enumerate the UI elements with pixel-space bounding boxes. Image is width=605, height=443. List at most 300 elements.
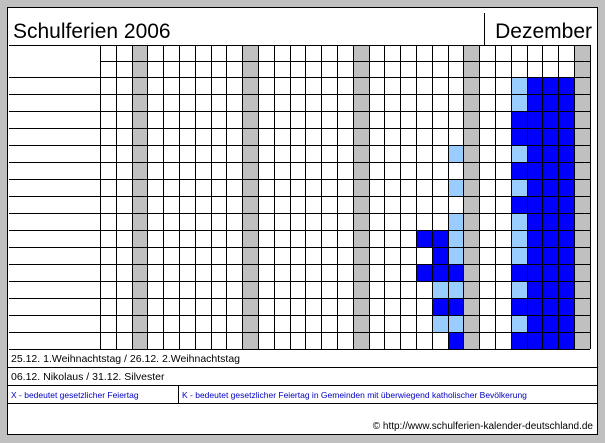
day-cell: [242, 332, 258, 349]
day-cell: [558, 213, 574, 230]
day-cell: [132, 111, 148, 128]
day-cell: [448, 179, 464, 196]
day-cell: [416, 247, 432, 264]
holiday-mark: [495, 94, 511, 111]
day-cell: [574, 111, 590, 128]
day-cell: [337, 298, 353, 315]
day-cell: [179, 128, 195, 145]
day-cell: [511, 179, 527, 196]
weekday-label: [448, 45, 464, 61]
day-cell: [163, 145, 179, 162]
holiday-mark: [479, 196, 495, 213]
day-cell: [400, 213, 416, 230]
day-cell: [290, 111, 306, 128]
day-number: [511, 61, 527, 77]
weekday-label: [511, 45, 527, 61]
day-cell: [290, 213, 306, 230]
day-cell: [321, 230, 337, 247]
weekday-label: [384, 45, 400, 61]
day-cell: [242, 196, 258, 213]
day-cell: [211, 332, 227, 349]
day-cell: [384, 332, 400, 349]
day-cell: [511, 332, 527, 349]
day-number: [163, 61, 179, 77]
day-cell: [448, 128, 464, 145]
day-cell: [353, 145, 369, 162]
footer-line: [8, 367, 597, 368]
day-cell: [147, 145, 163, 162]
day-cell: [432, 247, 448, 264]
day-cell: [147, 213, 163, 230]
state-name: [9, 179, 100, 196]
day-cell: [527, 145, 543, 162]
day-cell: [290, 196, 306, 213]
day-cell: [527, 128, 543, 145]
day-cell: [242, 111, 258, 128]
day-number: [258, 61, 274, 77]
day-cell: [179, 196, 195, 213]
day-cell: [100, 247, 116, 264]
day-cell: [416, 145, 432, 162]
grid-line: [590, 45, 591, 349]
grid-line: [9, 77, 590, 78]
day-cell: [321, 111, 337, 128]
day-cell: [147, 111, 163, 128]
day-cell: [400, 162, 416, 179]
day-cell: [384, 111, 400, 128]
day-cell: [242, 230, 258, 247]
holiday-mark: [479, 298, 495, 315]
state-name: [9, 264, 100, 281]
holiday-mark: [479, 145, 495, 162]
day-cell: [100, 162, 116, 179]
day-cell: [463, 196, 479, 213]
day-cell: [384, 264, 400, 281]
day-cell: [100, 196, 116, 213]
grid-line: [9, 179, 590, 180]
day-cell: [369, 77, 385, 94]
day-cell: [448, 145, 464, 162]
page-title: Schulferien 2006: [13, 20, 171, 43]
day-cell: [321, 264, 337, 281]
grid-line: [558, 45, 559, 349]
day-cell: [574, 281, 590, 298]
day-cell: [448, 230, 464, 247]
day-cell: [274, 264, 290, 281]
holiday-mark: [495, 298, 511, 315]
day-cell: [511, 281, 527, 298]
day-cell: [163, 298, 179, 315]
day-cell: [416, 281, 432, 298]
day-cell: [542, 179, 558, 196]
day-cell: [353, 128, 369, 145]
day-cell: [163, 264, 179, 281]
day-cell: [163, 230, 179, 247]
state-name: [9, 298, 100, 315]
day-cell: [290, 332, 306, 349]
weekday-label: [147, 45, 163, 61]
grid-line: [163, 45, 164, 349]
weekday-label: [400, 45, 416, 61]
state-name: [9, 315, 100, 332]
day-cell: [542, 230, 558, 247]
day-cell: [384, 281, 400, 298]
day-cell: [321, 332, 337, 349]
state-name: [9, 94, 100, 111]
day-cell: [211, 162, 227, 179]
day-cell: [369, 332, 385, 349]
day-cell: [384, 298, 400, 315]
day-cell: [574, 213, 590, 230]
day-cell: [542, 77, 558, 94]
day-cell: [132, 128, 148, 145]
day-cell: [558, 230, 574, 247]
day-cell: [147, 94, 163, 111]
day-cell: [463, 145, 479, 162]
day-cell: [179, 247, 195, 264]
day-cell: [432, 128, 448, 145]
day-cell: [163, 213, 179, 230]
day-cell: [116, 162, 132, 179]
day-cell: [369, 128, 385, 145]
day-cell: [116, 145, 132, 162]
day-cell: [337, 230, 353, 247]
day-cell: [542, 247, 558, 264]
day-cell: [226, 77, 242, 94]
day-cell: [226, 230, 242, 247]
day-cell: [542, 94, 558, 111]
day-cell: [574, 298, 590, 315]
day-cell: [179, 264, 195, 281]
day-cell: [416, 196, 432, 213]
day-cell: [353, 111, 369, 128]
day-cell: [274, 179, 290, 196]
day-cell: [147, 315, 163, 332]
weekday-label: [495, 45, 511, 61]
day-number: [100, 61, 116, 77]
day-cell: [195, 264, 211, 281]
day-cell: [448, 162, 464, 179]
day-number: [542, 61, 558, 77]
day-cell: [574, 128, 590, 145]
day-cell: [290, 145, 306, 162]
day-cell: [274, 315, 290, 332]
day-number: [527, 61, 543, 77]
day-cell: [463, 213, 479, 230]
day-cell: [258, 179, 274, 196]
day-cell: [542, 128, 558, 145]
day-cell: [527, 264, 543, 281]
holiday-mark: [495, 230, 511, 247]
day-cell: [369, 162, 385, 179]
day-cell: [211, 145, 227, 162]
day-number: [353, 61, 369, 77]
day-cell: [132, 230, 148, 247]
day-number: [384, 61, 400, 77]
day-cell: [353, 179, 369, 196]
day-cell: [574, 332, 590, 349]
day-cell: [305, 230, 321, 247]
day-cell: [400, 128, 416, 145]
day-cell: [147, 162, 163, 179]
day-cell: [527, 281, 543, 298]
day-cell: [448, 298, 464, 315]
day-cell: [195, 315, 211, 332]
day-cell: [384, 230, 400, 247]
day-cell: [448, 77, 464, 94]
day-cell: [116, 264, 132, 281]
day-cell: [511, 94, 527, 111]
day-cell: [400, 77, 416, 94]
day-cell: [116, 315, 132, 332]
day-cell: [305, 196, 321, 213]
day-cell: [274, 94, 290, 111]
day-cell: [195, 332, 211, 349]
day-cell: [305, 179, 321, 196]
day-cell: [147, 77, 163, 94]
day-cell: [258, 77, 274, 94]
day-cell: [463, 332, 479, 349]
grid-line: [179, 45, 180, 349]
footer-holidays: 25.12. 1.Weihnachtstag / 26.12. 2.Weihnachtstag: [11, 353, 241, 365]
copyright-link[interactable]: © http://www.schulferien-kalender-deutschland.de: [372, 421, 593, 432]
day-cell: [195, 247, 211, 264]
day-cell: [448, 332, 464, 349]
day-cell: [416, 128, 432, 145]
day-cell: [337, 315, 353, 332]
bundesland-header: [9, 61, 100, 77]
day-cell: [132, 332, 148, 349]
day-cell: [448, 213, 464, 230]
day-cell: [132, 213, 148, 230]
day-cell: [163, 281, 179, 298]
day-cell: [432, 77, 448, 94]
day-cell: [337, 281, 353, 298]
day-cell: [432, 196, 448, 213]
grid-line: [195, 45, 196, 349]
day-number: [195, 61, 211, 77]
day-cell: [226, 145, 242, 162]
day-cell: [100, 230, 116, 247]
day-cell: [337, 128, 353, 145]
day-cell: [416, 298, 432, 315]
day-cell: [321, 94, 337, 111]
day-cell: [305, 315, 321, 332]
day-cell: [321, 281, 337, 298]
day-cell: [400, 111, 416, 128]
day-cell: [384, 94, 400, 111]
day-cell: [432, 179, 448, 196]
day-cell: [305, 247, 321, 264]
day-cell: [100, 179, 116, 196]
day-cell: [100, 94, 116, 111]
day-cell: [211, 315, 227, 332]
day-cell: [448, 281, 464, 298]
day-cell: [179, 281, 195, 298]
day-cell: [211, 196, 227, 213]
weekday-label: [242, 45, 258, 61]
holiday-mark: [479, 315, 495, 332]
weekday-label: [132, 45, 148, 61]
day-cell: [337, 162, 353, 179]
day-cell: [558, 111, 574, 128]
day-cell: [242, 77, 258, 94]
day-cell: [448, 315, 464, 332]
day-cell: [305, 281, 321, 298]
day-cell: [337, 94, 353, 111]
day-cell: [195, 162, 211, 179]
day-cell: [179, 230, 195, 247]
day-cell: [400, 332, 416, 349]
day-cell: [226, 332, 242, 349]
day-cell: [369, 213, 385, 230]
day-number: [432, 61, 448, 77]
day-cell: [400, 179, 416, 196]
day-cell: [163, 315, 179, 332]
day-cell: [116, 247, 132, 264]
day-cell: [274, 298, 290, 315]
holiday-mark: [495, 111, 511, 128]
day-cell: [132, 298, 148, 315]
grid-line: [100, 45, 101, 349]
day-cell: [226, 247, 242, 264]
day-cell: [527, 230, 543, 247]
weekday-label: [479, 45, 495, 61]
day-cell: [290, 264, 306, 281]
day-cell: [463, 315, 479, 332]
day-cell: [558, 247, 574, 264]
day-cell: [511, 315, 527, 332]
day-cell: [542, 315, 558, 332]
day-cell: [527, 196, 543, 213]
day-cell: [147, 264, 163, 281]
day-cell: [448, 94, 464, 111]
state-name: [9, 247, 100, 264]
holiday-mark: [479, 264, 495, 281]
day-cell: [179, 111, 195, 128]
day-cell: [195, 145, 211, 162]
grid-line: [290, 45, 291, 349]
grid-line: [211, 45, 212, 349]
day-cell: [353, 281, 369, 298]
day-cell: [353, 196, 369, 213]
state-name: [9, 213, 100, 230]
holiday-mark: [479, 94, 495, 111]
day-cell: [305, 213, 321, 230]
day-cell: [369, 281, 385, 298]
day-cell: [258, 128, 274, 145]
day-cell: [258, 111, 274, 128]
day-number: [495, 61, 511, 77]
day-cell: [400, 315, 416, 332]
day-number: [242, 61, 258, 77]
day-cell: [369, 315, 385, 332]
weekday-label: [369, 45, 385, 61]
footer-line: [8, 403, 597, 404]
day-cell: [432, 264, 448, 281]
day-cell: [353, 162, 369, 179]
day-cell: [211, 298, 227, 315]
day-cell: [337, 179, 353, 196]
weekday-label: [195, 45, 211, 61]
day-cell: [132, 162, 148, 179]
day-cell: [448, 111, 464, 128]
day-cell: [179, 162, 195, 179]
day-cell: [163, 94, 179, 111]
day-cell: [400, 247, 416, 264]
holiday-mark: [479, 230, 495, 247]
weekday-label: [416, 45, 432, 61]
day-cell: [100, 77, 116, 94]
holiday-mark: [479, 111, 495, 128]
day-cell: [384, 196, 400, 213]
state-name: [9, 77, 100, 94]
day-cell: [369, 264, 385, 281]
day-cell: [527, 298, 543, 315]
grid-line: [242, 45, 243, 349]
month-title: Dezember: [495, 20, 592, 43]
day-cell: [384, 145, 400, 162]
grid-line: [495, 45, 496, 349]
day-cell: [116, 196, 132, 213]
day-cell: [211, 230, 227, 247]
day-cell: [574, 247, 590, 264]
day-number: [290, 61, 306, 77]
day-cell: [116, 281, 132, 298]
day-cell: [258, 94, 274, 111]
day-cell: [211, 128, 227, 145]
day-cell: [195, 230, 211, 247]
day-cell: [432, 145, 448, 162]
day-cell: [274, 281, 290, 298]
day-cell: [416, 332, 432, 349]
day-cell: [226, 94, 242, 111]
day-cell: [353, 315, 369, 332]
day-cell: [116, 77, 132, 94]
grid-line: [416, 45, 417, 349]
day-cell: [100, 281, 116, 298]
day-cell: [195, 196, 211, 213]
day-cell: [542, 196, 558, 213]
day-cell: [511, 128, 527, 145]
day-cell: [211, 179, 227, 196]
day-cell: [179, 332, 195, 349]
day-cell: [432, 298, 448, 315]
day-cell: [195, 111, 211, 128]
day-cell: [100, 264, 116, 281]
day-cell: [274, 196, 290, 213]
day-cell: [369, 247, 385, 264]
grid-line: [9, 247, 590, 248]
day-cell: [432, 213, 448, 230]
day-cell: [290, 315, 306, 332]
day-cell: [558, 315, 574, 332]
day-cell: [542, 213, 558, 230]
day-cell: [258, 332, 274, 349]
holiday-mark: [495, 281, 511, 298]
day-cell: [163, 162, 179, 179]
day-cell: [290, 162, 306, 179]
day-cell: [384, 179, 400, 196]
weekday-label: [211, 45, 227, 61]
day-cell: [511, 196, 527, 213]
grid-line: [9, 145, 590, 146]
day-cell: [463, 298, 479, 315]
day-cell: [400, 145, 416, 162]
state-name: [9, 196, 100, 213]
day-cell: [179, 213, 195, 230]
day-cell: [511, 298, 527, 315]
